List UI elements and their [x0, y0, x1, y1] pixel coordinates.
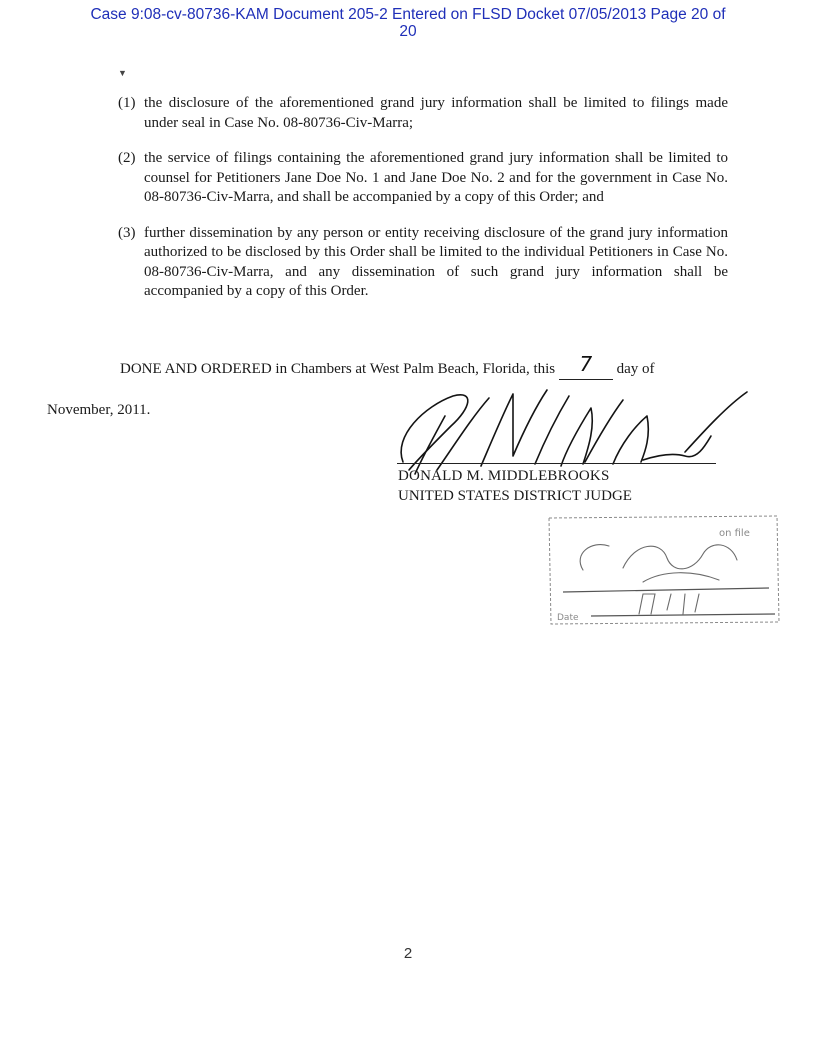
order-item-text: the disclosure of the aforementioned grand jury information shall be limited to filings made under seal in Case No. 08-80736-Civ-Marra;: [144, 95, 728, 131]
signature-line: [397, 463, 716, 464]
day-blank: [559, 352, 613, 380]
stamp-on-file: on file: [719, 528, 750, 539]
page-number: 2: [403, 945, 413, 962]
closing-text-after: day of: [616, 361, 655, 377]
done-and-ordered-line: [120, 352, 680, 380]
clerk-filed-stamp: [543, 510, 783, 628]
order-item-text: further dissemination by any person or entity receiving disclosure of the grand jury information authorized to be disclosed by this Order shall be limited to the individual Petitioners in Case No. 08-80736-Civ-Marra, and any dissemination of such grand jury information shall be accompanied by a copy of this Order.: [144, 224, 728, 299]
closing-text-before: DONE AND ORDERED in Chambers at West Palm Beach, Florida, this: [120, 361, 556, 377]
order-item-2: [118, 149, 728, 208]
order-item-number: (3): [118, 224, 136, 241]
handwritten-day: 7: [579, 352, 593, 376]
docket-header-line2: 20: [399, 23, 417, 40]
order-item-3: [118, 224, 728, 302]
docket-header-line1: Case 9:08-cv-80736-KAM Document 205-2 Entered on FLSD Docket 07/05/2013 Page 20 of: [90, 6, 726, 23]
judge-name: DONALD M. MIDDLEBROOKS: [398, 468, 610, 484]
docket-header: [0, 6, 816, 40]
order-item-1: [118, 94, 728, 133]
order-date: November, 2011.: [47, 402, 151, 418]
stamp-date-label: Date: [557, 613, 579, 623]
order-item-text: the service of filings containing the aforementioned grand jury information shall be limited to counsel for Petitioners Jane Doe No. 1 and Jane Doe No. 2 and for the government in Case No. 08-80736-Civ-Marra, and shall be accompanied by a copy of this Order; and: [144, 150, 728, 205]
judge-title: UNITED STATES DISTRICT JUDGE: [398, 488, 632, 504]
order-item-number: (1): [118, 95, 136, 111]
order-list: [118, 94, 728, 318]
order-item-number: (2): [118, 150, 136, 166]
stamp-date-value: 11/7/11: [603, 608, 607, 609]
scan-speck: ▼: [118, 68, 127, 78]
